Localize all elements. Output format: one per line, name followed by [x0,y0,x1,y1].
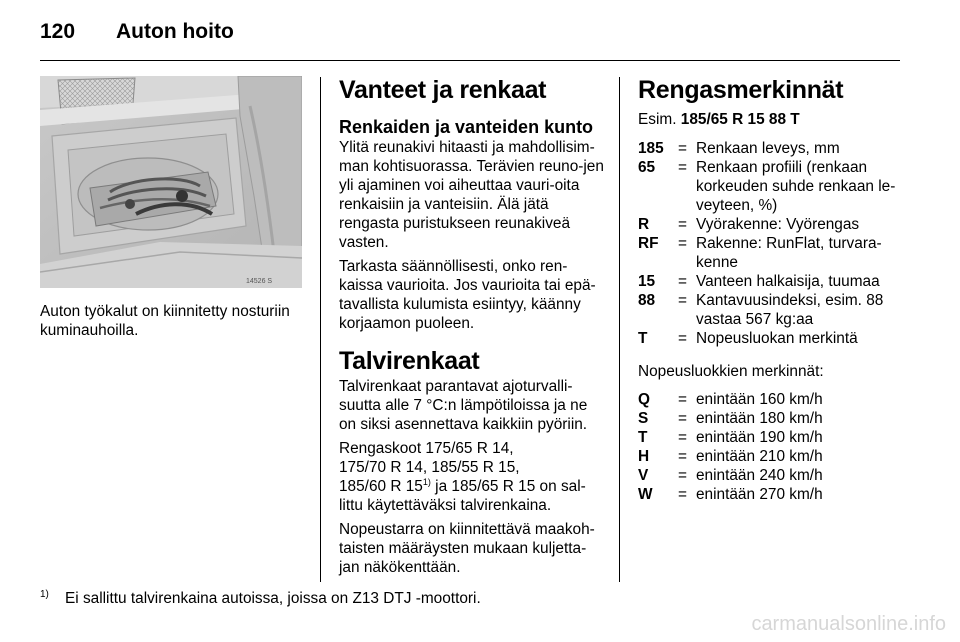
marking-row [638,139,903,158]
speed-term: H [638,448,650,465]
speed-class-definitions [638,390,903,504]
page-title: Auton hoito [116,20,234,43]
equals-sign: = [678,429,687,446]
marking-term: 88 [638,292,656,309]
speed-row [638,390,903,409]
winter-paragraph-3: Nopeustarra on kiinnitettävä maakoh-taisten määräysten mukaan kuljetta-jan näkökenttään. [339,521,595,576]
column-divider-left [320,77,321,582]
speed-description: enintään 210 km/h [696,448,823,465]
left-column [40,76,302,340]
speed-term: Q [638,391,650,408]
marking-description: Kantavuusindeksi, esim. 88 vastaa 567 kg:aa [696,292,884,328]
marking-term: T [638,330,648,347]
footnote-mark: 1) [40,589,49,600]
equals-sign: = [678,159,687,176]
watermark: carmanualsonline.info [751,613,946,635]
right-column [638,76,903,504]
speed-row [638,409,903,428]
marking-description: Nopeusluokan merkintä [696,330,858,347]
example-code: 185/65 R 15 88 T [680,111,800,128]
speed-row [638,466,903,485]
marking-row [638,158,903,215]
speed-term: T [638,429,648,446]
section-title-tyre-markings: Rengasmerkinnät [638,76,844,104]
speed-term: V [638,467,649,484]
winter-paragraph-1: Talvirenkaat parantavat ajoturvalli-suutta alle 7 °C:n lämpötiloissa ja ne on siksi asennettava kaikkiin pyöriin. [339,378,588,433]
speed-term: W [638,486,653,503]
figure-caption: Auton työkalut on kiinnitetty nosturiin kuminauhoilla. [40,303,290,339]
header-rule [40,60,900,61]
middle-column [339,76,605,582]
marking-row [638,215,903,234]
equals-sign: = [678,448,687,465]
sizes-line-2: 175/70 R 14, 185/55 R 15, [339,459,520,476]
speed-row [638,485,903,504]
equals-sign: = [678,273,687,290]
section-title-winter-tyres: Talvirenkaat [339,347,480,375]
marking-row [638,291,903,329]
page-number: 120 [40,20,76,43]
speed-term: S [638,410,649,427]
marking-term: 65 [638,159,656,176]
marking-description: Vanteen halkaisija, tuumaa [696,273,880,290]
speed-description: enintään 270 km/h [696,486,823,503]
marking-row [638,329,903,348]
example-label: Esim. [638,111,677,128]
equals-sign: = [678,292,687,309]
equals-sign: = [678,486,687,503]
speed-row [638,447,903,466]
speed-description: enintään 160 km/h [696,391,823,408]
marking-term: R [638,216,650,233]
figure-id: 14526 S [246,278,273,285]
footnote-reference: 1) [422,476,431,487]
sizes-line-3b: ja 185/65 R 15 on sal- [430,478,586,495]
condition-paragraph-1: Ylitä reunakivi hitaasti ja mahdollisim-man kohtisuorassa. Terävien reuno-jen yli ajaminen voi aiheuttaa vauri-oita renkaisiin ja vanteisiin. Älä jätä rengasta puristukseen reunakiveä vasten. [339,139,604,251]
section-title-wheels-tyres: Vanteet ja renkaat [339,76,547,104]
marking-term: RF [638,235,659,252]
speed-description: enintään 190 km/h [696,429,823,446]
equals-sign: = [678,391,687,408]
footnote-text: Ei sallittu talvirenkaina autoissa, joissa on Z13 DTJ -moottori. [65,590,481,607]
marking-definitions [638,139,903,348]
equals-sign: = [678,216,687,233]
subheading-condition: Renkaiden ja vanteiden kunto [339,117,594,137]
equals-sign: = [678,235,687,252]
equals-sign: = [678,467,687,484]
marking-term: 15 [638,273,656,290]
column-divider-right [619,77,620,582]
speed-description: enintään 180 km/h [696,410,823,427]
marking-term: 185 [638,140,664,157]
example-line [638,110,903,129]
marking-row [638,234,903,272]
equals-sign: = [678,410,687,427]
sizes-line-4: littu käytettäväksi talvirenkaina. [339,497,552,514]
speed-row [638,428,903,447]
equals-sign: = [678,330,687,347]
condition-paragraph-2: Tarkasta säännöllisesti, onko ren-kaissa vaurioita. Jos vaurioita tai epä-tavallista kulumista esiintyy, käänny korjaamon puoleen. [339,258,596,332]
marking-description: Renkaan profiili (renkaan korkeuden suhde renkaan le-veyteen, %) [696,159,896,214]
sizes-line-1: Rengaskoot 175/65 R 14, [339,440,514,457]
equals-sign: = [678,140,687,157]
marking-description: Renkaan leveys, mm [696,140,840,157]
winter-sizes-paragraph [339,439,605,515]
speed-description: enintään 240 km/h [696,467,823,484]
speed-class-intro: Nopeusluokkien merkinnät: [638,363,824,380]
marking-description: Rakenne: RunFlat, turvara-kenne [696,235,882,271]
marking-row [638,272,903,291]
sizes-line-3a: 185/60 R 15 [339,478,423,495]
car-tool-kit-illustration [40,76,302,288]
marking-description: Vyörakenne: Vyörengas [696,216,860,233]
